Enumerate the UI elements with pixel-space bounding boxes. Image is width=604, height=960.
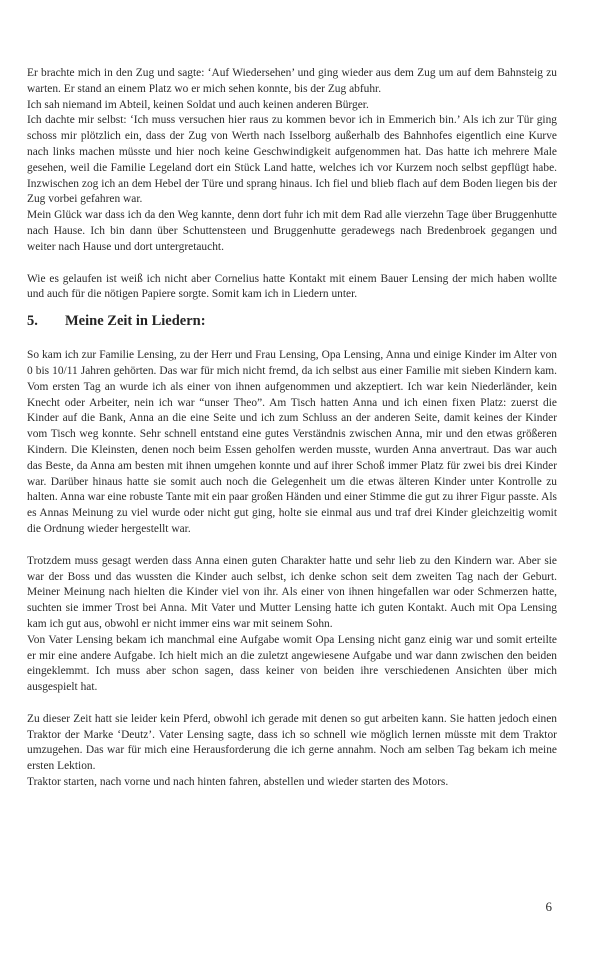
text-block-cornelius (27, 272, 557, 304)
paragraph-gap (27, 696, 557, 712)
page-body (27, 66, 557, 791)
paragraph: Trotzdem muss gesagt werden dass Anna einen guten Charakter hatte und sehr lieb zu den Kindern war. Aber sie war der Boss und das wussten die Kinder auch selbst, ich denke schon seit dem zweiten Tag nach der Geburt. Meiner Meinung nach hielten die Kinder viel von ihr. Als einer von ihnen hingefallen war oder Schmerzen hatte, suchten sie immer Trost bei Anna. Mit Vater und Mutter Lensing hatte ich guten Kontakt. Auch mit Opa Lensing kam ich gut aus, obwohl er nicht immer eins war mit seinem Sohn. (27, 554, 557, 630)
paragraph-gap (27, 256, 557, 272)
paragraph: Wie es gelaufen ist weiß ich nicht aber Cornelius hatte Kontakt mit einem Bauer Lensing der mich haben wollte und auch für die nötigen Papiere sorgte. Somit kam ich in Liedern unter. (27, 272, 557, 301)
paragraph: Ich sah niemand im Abteil, keinen Soldat und auch keinen anderen Bürger. (27, 98, 369, 111)
paragraph: Mein Glück war dass ich da den Weg kannte, denn dort fuhr ich mit dem Rad alle vierzehn Tage über Bruggenhutte nach Hause. Ich bin dann über Schuttensteen und Bruggenhutte geradewegs nach Bredenbroek gegangen und weiter nach Hause und dort untergretaucht. (27, 209, 557, 253)
paragraph: So kam ich zur Familie Lensing, zu der Herr und Frau Lensing, Opa Lensing, Anna und einige Kinder im Alter von 0 bis 10/11 Jahren gehörten. Das war für mich nicht fremd, da ich selbst aus einer Familie mit sieben Kindern kam. Vom ersten Tag an wurde ich als einer von ihnen aufgenommen und akzeptiert. Ich war kein Niederländer, kein Knecht oder Arbeiter, nein ich war “unser Theo”. Am Tisch hatten Anna und ich einen fixen Platz: zuerst die Kinder auf die Bank, Anna an die eine Seite und ich zum Schluss an der anderen Seite, damit keines der Kinder vom Tisch weg konnte. Sehr schnell entstand eine gutes Verständnis zwischen Anna, mir und den etwas größeren Kindern. Die Kleinsten, denen noch beim Essen geholfen werden musste, wurden Anna anvertraut. Das war auch das Beste, da Anna am besten mit ihnen umgehen konnte und auf ihrer Schoß immer Platz für zwei bis drei Kinder war. Darüber hinaus hatte sie somit auch noch die Gelegenheit um die etwas älteren Kinder unter Kontrolle zu halten. Anna war eine robuste Tante mit ein paar großen Händen und einer Stimme die gut zu ihrer Figur passte. Als es Annas Meinung zu viel wurde oder nicht gut ging, holte sie einmal aus und traf drei Kinder gleichzeitig womit die Ordnung wieder hergestellt war. (27, 349, 557, 535)
paragraph: Ich dachte mir selbst: ‘Ich muss versuchen hier raus zu kommen bevor ich in Emmerich bin.’ Als ich zur Tür ging schoss mir plötzlich ein, dass der Zug von Werth nach Isselborg außerhalb des Bahnhofes eigentlich eine Kurve nach links machen müsste und hier noch keine Geschwindigkeit aufgenommen hat. Das hatte ich mehrere Male gesehen, weil die Familie Legeland dort ein Stück Land hatte, welches ich vor Kurzem noch selbst gepflügt habe. Inzwischen zog ich an dem Hebel der Türe und sprang hinaus. Ich fiel und blieb flach auf dem Boden liegen bis der Zug vorbei gefahren war. (27, 114, 557, 206)
paragraph-gap (27, 538, 557, 554)
text-block-traktor (27, 712, 557, 791)
paragraph: Von Vater Lensing bekam ich manchmal eine Aufgabe womit Opa Lensing nicht ganz einig war und somit erteilte er mir eine andere Aufgabe. Ich hielt mich an die zuletzt angewiesene Aufgabe und war dann zwischen den beiden eingeklemmt. Ich muss aber schon sagen, dass keiner von beiden ihre verschiedenen Ansichten über mich ausgespielt hat. (27, 633, 557, 694)
paragraph: Traktor starten, nach vorne und nach hinten fahren, abstellen und wieder starten des Motors. (27, 776, 449, 789)
section-heading (27, 313, 557, 330)
text-block-anna (27, 554, 557, 696)
text-block-family (27, 348, 557, 538)
paragraph: Er brachte mich in den Zug und sagte: ‘Auf Wiedersehen’ und ging wieder aus dem Zug um auf dem Bahnsteig zu warten. Er stand an einem Platz wo er mich sehen konnte, bis der Zug abfuhr. (27, 67, 557, 95)
section-number: 5. (27, 313, 38, 330)
section-title: Meine Zeit in Liedern: (65, 313, 206, 330)
text-block-train (27, 66, 557, 256)
page-number: 6 (545, 899, 552, 914)
paragraph: Zu dieser Zeit hatt sie leider kein Pferd, obwohl ich gerade mit denen so gut arbeiten kann. Sie hatten jedoch einen Traktor der Marke ‘Deutz’. Vater Lensing sagte, dass ich so schnell wie möglich lernen müsste mit dem Traktor umzugehen. Das war für mich eine Herausforderung die ich gerne annahm. Noch am selben Tag bekam ich meine ersten Lektion. (27, 712, 557, 773)
